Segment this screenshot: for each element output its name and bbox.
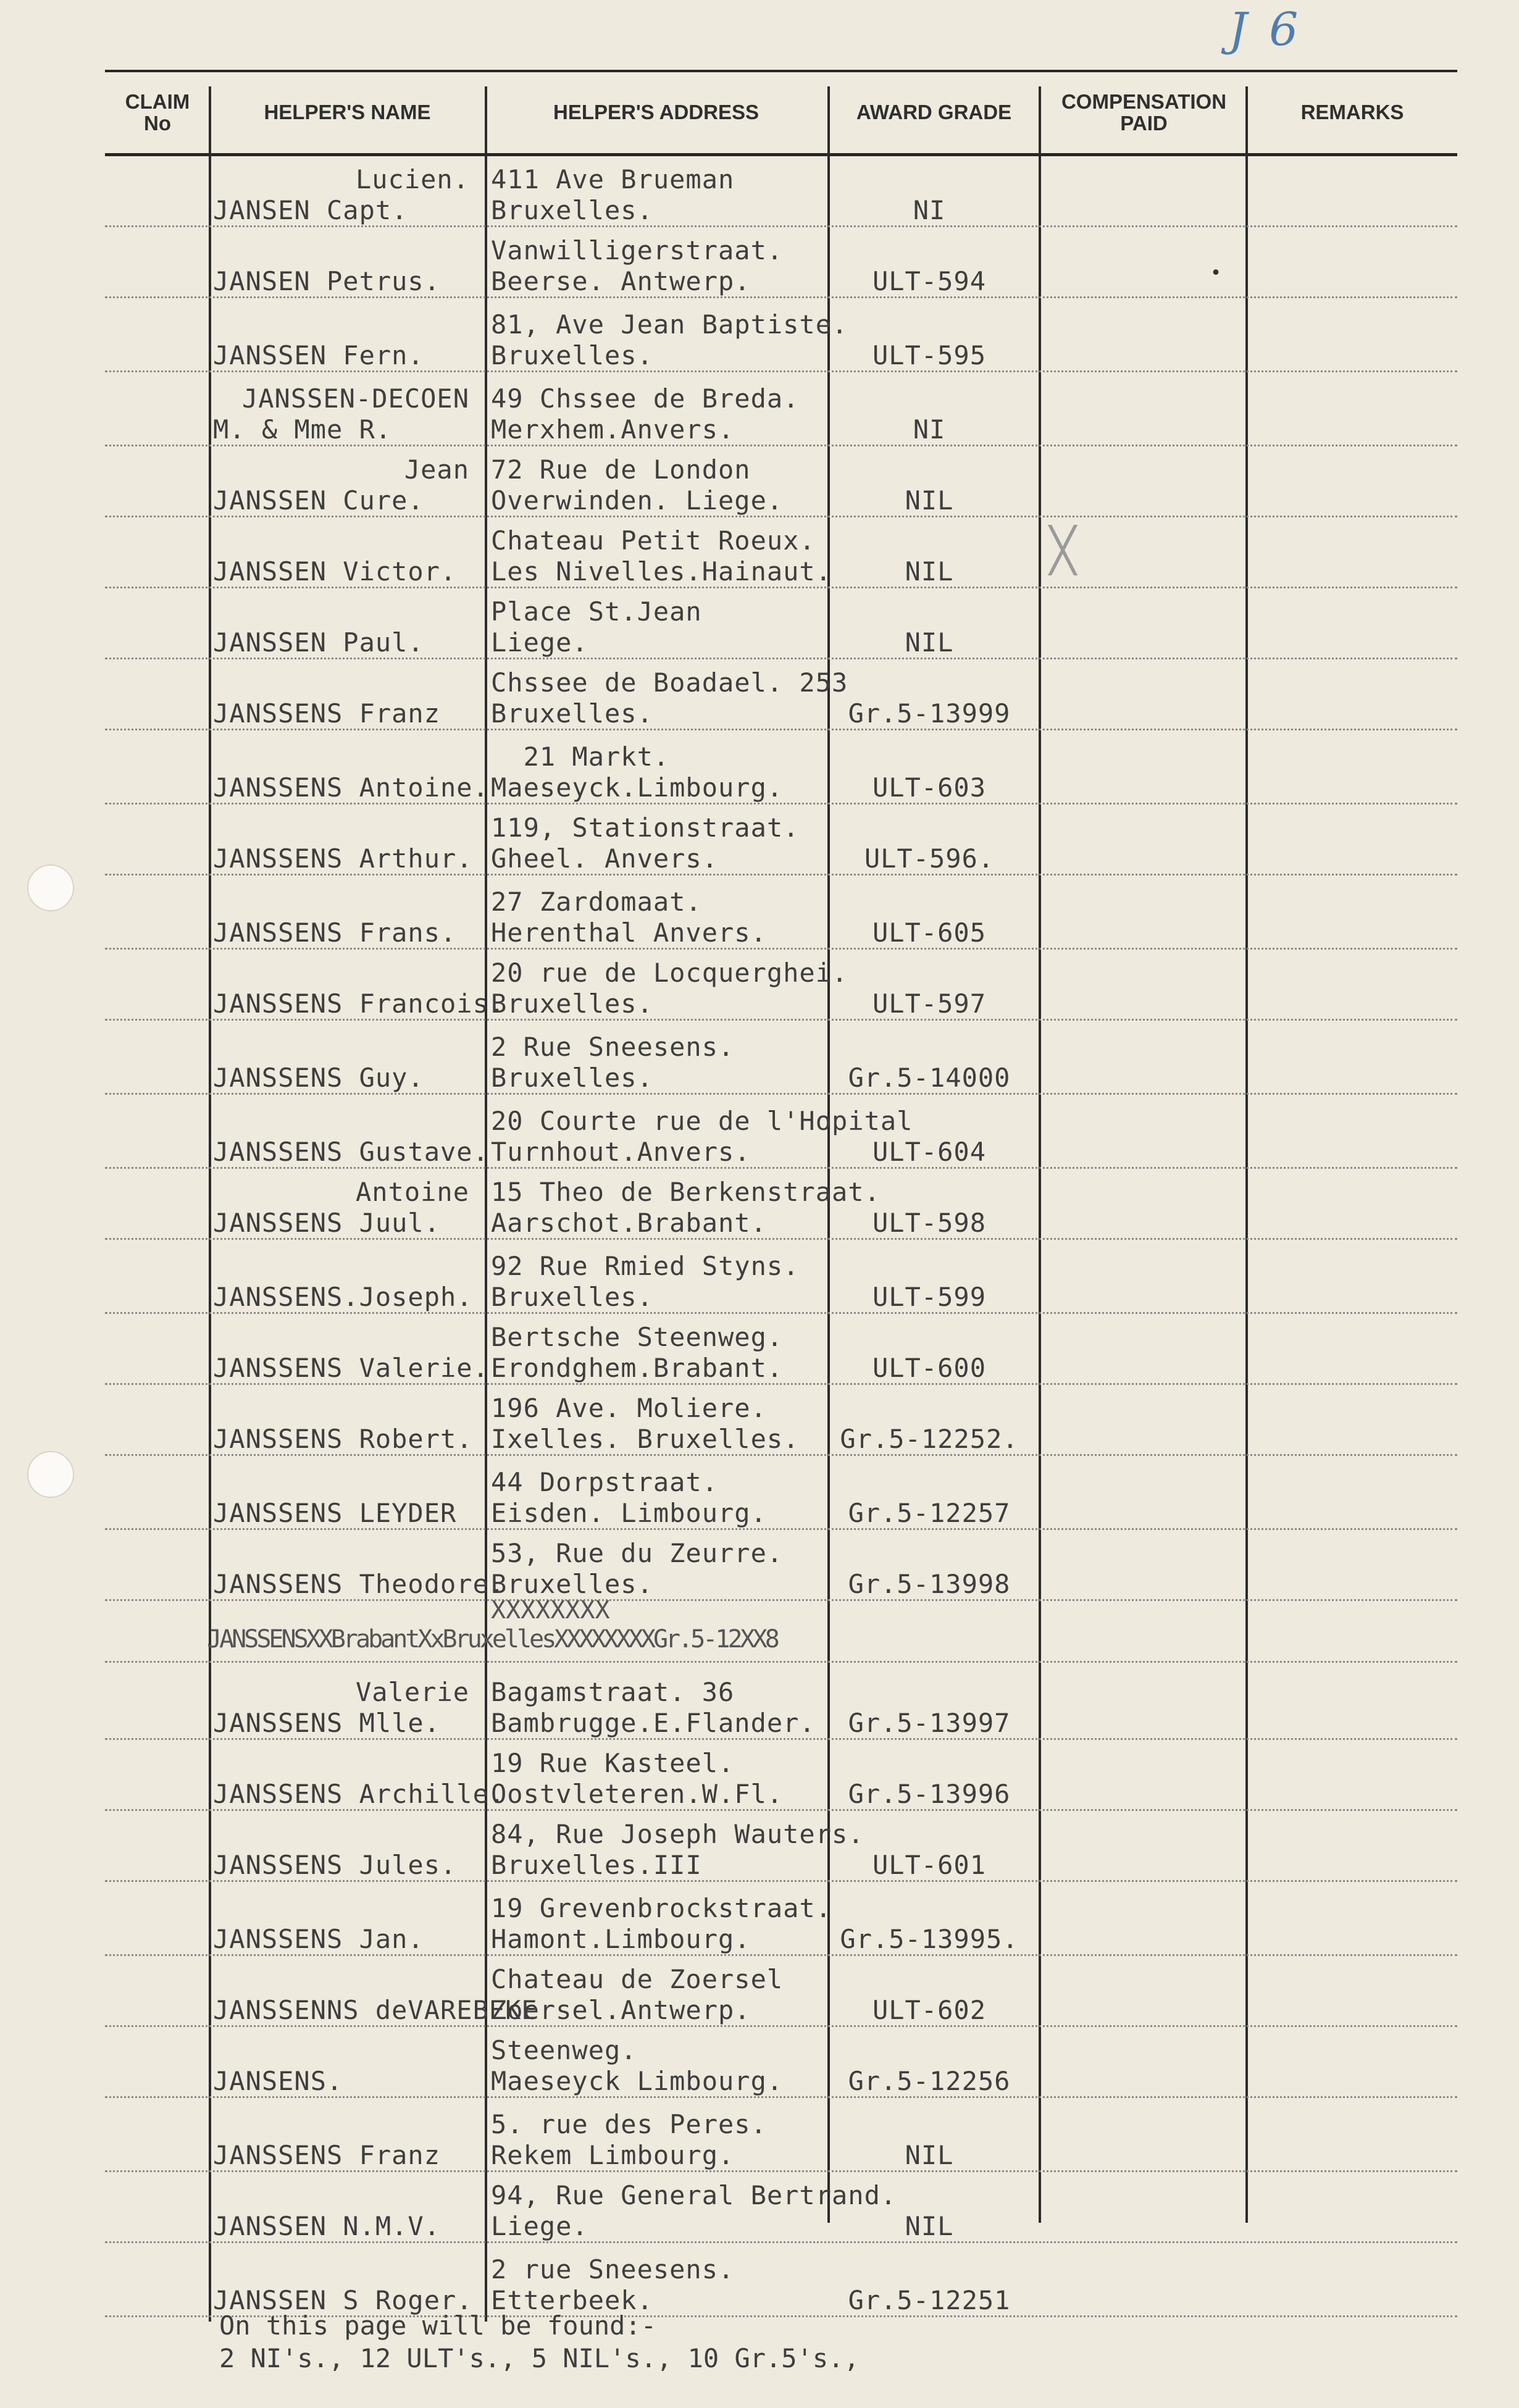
helper-name-line-1: Valerie [355, 1677, 469, 1707]
helper-address-line-2: Maeseyck Limbourg. [491, 2066, 784, 2096]
helper-name: JANSSENS LEYDER [213, 1498, 457, 1528]
table-row [0, 1809, 1519, 1880]
table-row [0, 154, 1519, 225]
helper-name: JANSSEN Paul. [213, 627, 424, 658]
table-row [0, 516, 1519, 587]
award-grade: Gr.5-13998 [848, 1569, 1011, 1599]
helper-address-line-1: 94, Rue General Bertrand. [491, 2180, 897, 2210]
helper-address-line-2: Bruxelles. [491, 989, 653, 1019]
helper-address-line-2: Bruxelles. [491, 340, 653, 370]
header-helper-address: HELPER'S ADDRESS [553, 101, 759, 124]
helper-address-line-1: 81, Ave Jean Baptiste. [491, 309, 848, 340]
helper-address-line-1: 5. rue des Peres. [491, 2109, 767, 2139]
helper-name: JANSSENS Antoine. [213, 772, 489, 803]
award-grade: Gr.5-13996 [848, 1779, 1011, 1809]
row-divider [105, 1238, 1457, 1240]
helper-address-line-1: 19 Rue Kasteel. [491, 1748, 735, 1778]
helper-name: JANSSEN S Roger. [213, 2285, 473, 2315]
helper-name: JANSSENS Frans. [213, 918, 457, 948]
helper-address-line-1: 53, Rue du Zeurre. [491, 1538, 784, 1568]
helper-address-line-1: 20 rue de Locquerghei. [491, 958, 848, 988]
helper-address-line-1: 84, Rue Joseph Wauters. [491, 1819, 864, 1849]
tick-mark-icon: • [1210, 262, 1222, 284]
row-divider [105, 1093, 1457, 1095]
helper-name: JANSSENS Robert. [213, 1424, 473, 1454]
award-grade: ULT-600 [872, 1353, 986, 1383]
helper-address-line-2: Bruxelles. [491, 195, 653, 225]
table-row [0, 374, 1519, 445]
helper-address-line-1: Chssee de Boadael. 253 [491, 667, 848, 698]
helper-address-line-2: Les Nivelles.Hainaut. [491, 556, 832, 587]
header-award-grade: AWARD GRADE [856, 101, 1012, 124]
helper-name: JANSSENS Archille. [213, 1779, 506, 1809]
header-claim-no: CLAIM No [125, 90, 190, 135]
header-helper-name: HELPER'S NAME [264, 101, 431, 124]
helper-address-line-1: 21 Markt. [491, 742, 670, 772]
award-grade: Gr.5-12257 [848, 1498, 1011, 1528]
row-divider [105, 1661, 1457, 1663]
helper-name: JANSSENS Mlle. [213, 1708, 441, 1738]
row-divider [105, 874, 1457, 876]
helper-address-line-1: 20 Courte rue de l'Hopital [491, 1106, 913, 1136]
helper-address-line-1: Bagamstraat. 36 [491, 1677, 735, 1707]
helper-name: JANSSENS Francois. [213, 989, 506, 1019]
award-grade: NI [913, 195, 946, 225]
table-row [0, 1954, 1519, 2025]
award-grade: ULT-601 [872, 1850, 986, 1880]
table-header [105, 71, 1457, 154]
footer-line-1: On this page will be found:- [219, 2310, 657, 2341]
helper-address-line-1: Place St.Jean [491, 596, 702, 627]
helper-address-line-2: Bruxelles. [491, 1569, 653, 1599]
helper-address-line-2: Gheel. Anvers. [491, 843, 719, 874]
table-row [0, 2170, 1519, 2241]
table-row [0, 1528, 1519, 1599]
helper-address-line-1: Steenweg. [491, 2035, 637, 2065]
table-row [0, 587, 1519, 658]
award-grade: Gr.5-13997 [848, 1708, 1011, 1738]
helper-name: JANSSENS Jan. [213, 1924, 424, 1954]
helper-name: JANSSENS Valerie. [213, 1353, 489, 1383]
helper-name: JANSSENS Franz [213, 2140, 441, 2170]
table-row [0, 1241, 1519, 1312]
helper-address-line-2: Eisden. Limbourg. [491, 1498, 767, 1528]
award-grade: NIL [905, 556, 954, 587]
table-row [0, 225, 1519, 296]
award-grade: ULT-602 [872, 1995, 986, 2025]
helper-address-line-2: Bruxelles. [491, 698, 653, 729]
award-grade: ULT-598 [872, 1208, 986, 1238]
award-grade: ULT-605 [872, 918, 986, 948]
table-row [0, 2244, 1519, 2315]
award-grade: Gr.5-14000 [848, 1063, 1011, 1093]
helper-name: JANSSEN N.M.V. [213, 2211, 441, 2241]
table-row [0, 2025, 1519, 2096]
helper-name-line-1: Antoine [355, 1177, 469, 1207]
helper-address-line-1: 49 Chssee de Breda. [491, 383, 800, 414]
helper-address-line-1: 15 Theo de Berkenstraat. [491, 1177, 881, 1207]
award-grade: ULT-599 [872, 1282, 986, 1312]
award-grade: Gr.5-12252. [840, 1424, 1019, 1454]
helper-address-line-1: 119, Stationstraat. [491, 813, 800, 843]
helper-name: JANSSENS Jules. [213, 1850, 457, 1880]
helper-name-line-1: JANSSEN-DECOEN [241, 383, 469, 414]
award-grade: NI [913, 414, 946, 445]
helper-address-line-2: Bruxelles. [491, 1282, 653, 1312]
table-row [0, 1457, 1519, 1528]
table-row [0, 1096, 1519, 1167]
helper-address-line-1: 2 Rue Sneesens. [491, 1032, 735, 1062]
table-row [0, 877, 1519, 948]
helper-name: JANSSENS Theodore. [213, 1569, 506, 1599]
helper-address-line-2: Maeseyck.Limbourg. [491, 772, 784, 803]
helper-name: JANSSENS Gustave. [213, 1137, 489, 1167]
table-row [0, 1312, 1519, 1383]
struck-text: XXXXXXXX [491, 1596, 610, 1624]
award-grade: NIL [905, 2140, 954, 2170]
award-grade: ULT-595 [872, 340, 986, 370]
award-grade: Gr.5-13999 [848, 698, 1011, 729]
row-divider [105, 2096, 1457, 2098]
row-divider [105, 2241, 1457, 2243]
struck-row: JANSSENSXXBrabantXxBruxellesXXXXXXXXGr.5-12XX8 [207, 1625, 777, 1653]
page-number: J 6 [1229, 3, 1302, 56]
helper-name: JANSSENS Guy. [213, 1063, 424, 1093]
helper-name: JANSEN Petrus. [213, 266, 441, 296]
table-row [0, 658, 1519, 729]
helper-address-line-2: Herenthal Anvers. [491, 918, 767, 948]
helper-name: JANSSENS Arthur. [213, 843, 473, 874]
award-grade: ULT-597 [872, 989, 986, 1019]
header-compensation-paid: COMPENSATION PAID [1061, 90, 1227, 135]
helper-address-line-2: Zoersel.Antwerp. [491, 1995, 751, 2025]
award-grade: NIL [905, 485, 954, 516]
helper-name: JANSSENS Franz [213, 698, 441, 729]
helper-name: JANSENS. [213, 2066, 343, 2096]
helper-address-line-2: Turnhout.Anvers. [491, 1137, 751, 1167]
helper-address-line-2: Beerse. Antwerp. [491, 266, 751, 296]
helper-address-line-2: Overwinden. Liege. [491, 485, 784, 516]
helper-address-line-2: Oostvleteren.W.Fl. [491, 1779, 784, 1809]
table-row [0, 803, 1519, 874]
helper-name: JANSSEN Victor. [213, 556, 457, 587]
helper-name: JANSSEN Fern. [213, 340, 424, 370]
helper-address-line-1: 44 Dorpstraat. [491, 1467, 719, 1497]
helper-address-line-2: Bruxelles. [491, 1063, 653, 1093]
helper-name: JANSSEN Cure. [213, 485, 424, 516]
table-row [0, 445, 1519, 516]
helper-address-line-1: Bertsche Steenweg. [491, 1322, 784, 1352]
helper-address-line-1: 27 Zardomaat. [491, 887, 702, 917]
helper-address-line-1: 92 Rue Rmied Styns. [491, 1251, 800, 1281]
footer-line-2: 2 NI's., 12 ULT's., 5 NIL's., 10 Gr.5's., [219, 2343, 860, 2373]
table-row [0, 1883, 1519, 1954]
row-divider [105, 729, 1457, 730]
helper-name: JANSEN Capt. [213, 195, 408, 225]
helper-address-line-1: 2 rue Sneesens. [491, 2254, 735, 2285]
row-divider [105, 1019, 1457, 1021]
row-divider [105, 296, 1457, 298]
helper-address-line-2: Etterbeek. [491, 2285, 653, 2315]
helper-address-line-2: Rekem Limbourg. [491, 2140, 735, 2170]
helper-address-line-2: Aarschot.Brabant. [491, 1208, 767, 1238]
award-grade: NIL [905, 2211, 954, 2241]
helper-name-line-1: Lucien. [355, 164, 469, 194]
row-divider [105, 1454, 1457, 1456]
helper-address-line-1: 411 Ave Brueman [491, 164, 735, 194]
table-row [0, 1667, 1519, 1738]
table-row [0, 1738, 1519, 1809]
helper-address-line-2: Erondghem.Brabant. [491, 1353, 784, 1383]
award-grade: ULT-603 [872, 772, 986, 803]
table-row [0, 1022, 1519, 1093]
helper-name-line-1: Jean [404, 454, 469, 485]
award-grade: ULT-604 [872, 1137, 986, 1167]
table-row [0, 1167, 1519, 1238]
award-grade: ULT-596. [864, 843, 995, 874]
award-grade: Gr.5-12251 [848, 2285, 1011, 2315]
award-grade: ULT-594 [872, 266, 986, 296]
helper-address-line-2: Merxhem.Anvers. [491, 414, 735, 445]
table-row [0, 299, 1519, 370]
row-divider [105, 1599, 1457, 1601]
helper-address-line-1: 72 Rue de London [491, 454, 751, 485]
table-row [0, 2099, 1519, 2170]
award-grade: Gr.5-13995. [840, 1924, 1019, 1954]
helper-address-line-2: Hamont.Limbourg. [491, 1924, 751, 1954]
helper-address-line-2: Liege. [491, 627, 588, 658]
award-grade: Gr.5-12256 [848, 2066, 1011, 2096]
helper-name: JANSSENNS deVAREBEKE [213, 1995, 538, 2025]
helper-address-line-1: 19 Grevenbrockstraat. [491, 1893, 832, 1923]
helper-name: JANSSENS Juul. [213, 1208, 441, 1238]
row-divider [105, 1880, 1457, 1882]
helper-address-line-1: Vanwilligerstraat. [491, 235, 784, 265]
helper-address-line-2: Bruxelles.III [491, 1850, 702, 1880]
pencil-x-mark-icon: ╳ [1050, 525, 1076, 575]
helper-name: M. & Mme R. [213, 414, 392, 445]
header-remarks: REMARKS [1300, 101, 1404, 124]
table-row [0, 732, 1519, 803]
helper-address-line-2: Bambrugge.E.Flander. [491, 1708, 816, 1738]
helper-address-line-1: 196 Ave. Moliere. [491, 1393, 767, 1423]
award-grade: NIL [905, 627, 954, 658]
row-divider [105, 370, 1457, 372]
helper-address-line-2: Liege. [491, 2211, 588, 2241]
helper-address-line-1: Chateau de Zoersel [491, 1964, 784, 1994]
table-row [0, 1383, 1519, 1454]
helper-name: JANSSENS.Joseph. [213, 1282, 473, 1312]
helper-address-line-1: Chateau Petit Roeux. [491, 525, 816, 556]
table-row [0, 948, 1519, 1019]
helper-address-line-2: Ixelles. Bruxelles. [491, 1424, 800, 1454]
